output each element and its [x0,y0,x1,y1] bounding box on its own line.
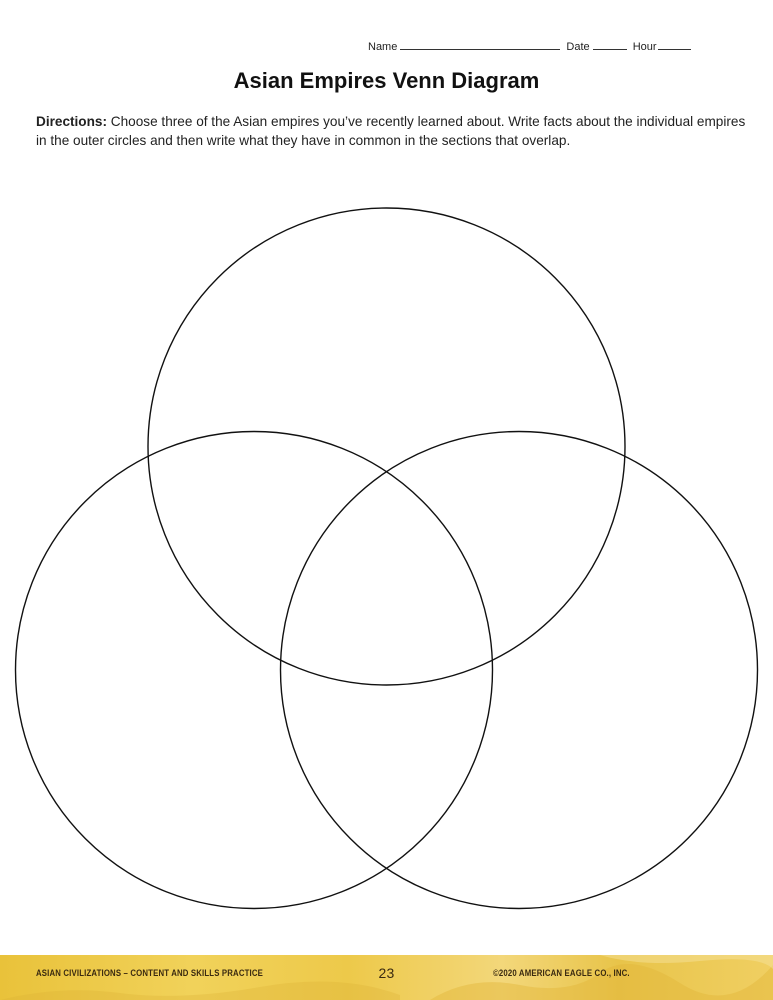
footer-copyright: ©2020 AMERICAN EAGLE CO., INC. [493,968,630,979]
name-label: Name [368,41,398,53]
page-title: Asian Empires Venn Diagram [233,68,540,93]
date-label: Date [566,41,590,53]
hour-label: Hour [632,41,657,53]
venn-circle-top[interactable] [148,208,625,685]
venn-circle-left[interactable] [16,432,493,909]
directions-text: Choose three of the Asian empires you’ve recently learned about. Write facts about the individual empires in the outer circles and then write what they have in common in the sections that overlap. [36,114,746,148]
page-number: 23 [378,965,395,981]
directions-label: Directions: [36,114,108,129]
footer-course-title: ASIAN CIVILIZATIONS – CONTENT AND SKILLS PRACTICE [36,968,264,979]
venn-circle-right[interactable] [281,432,758,909]
